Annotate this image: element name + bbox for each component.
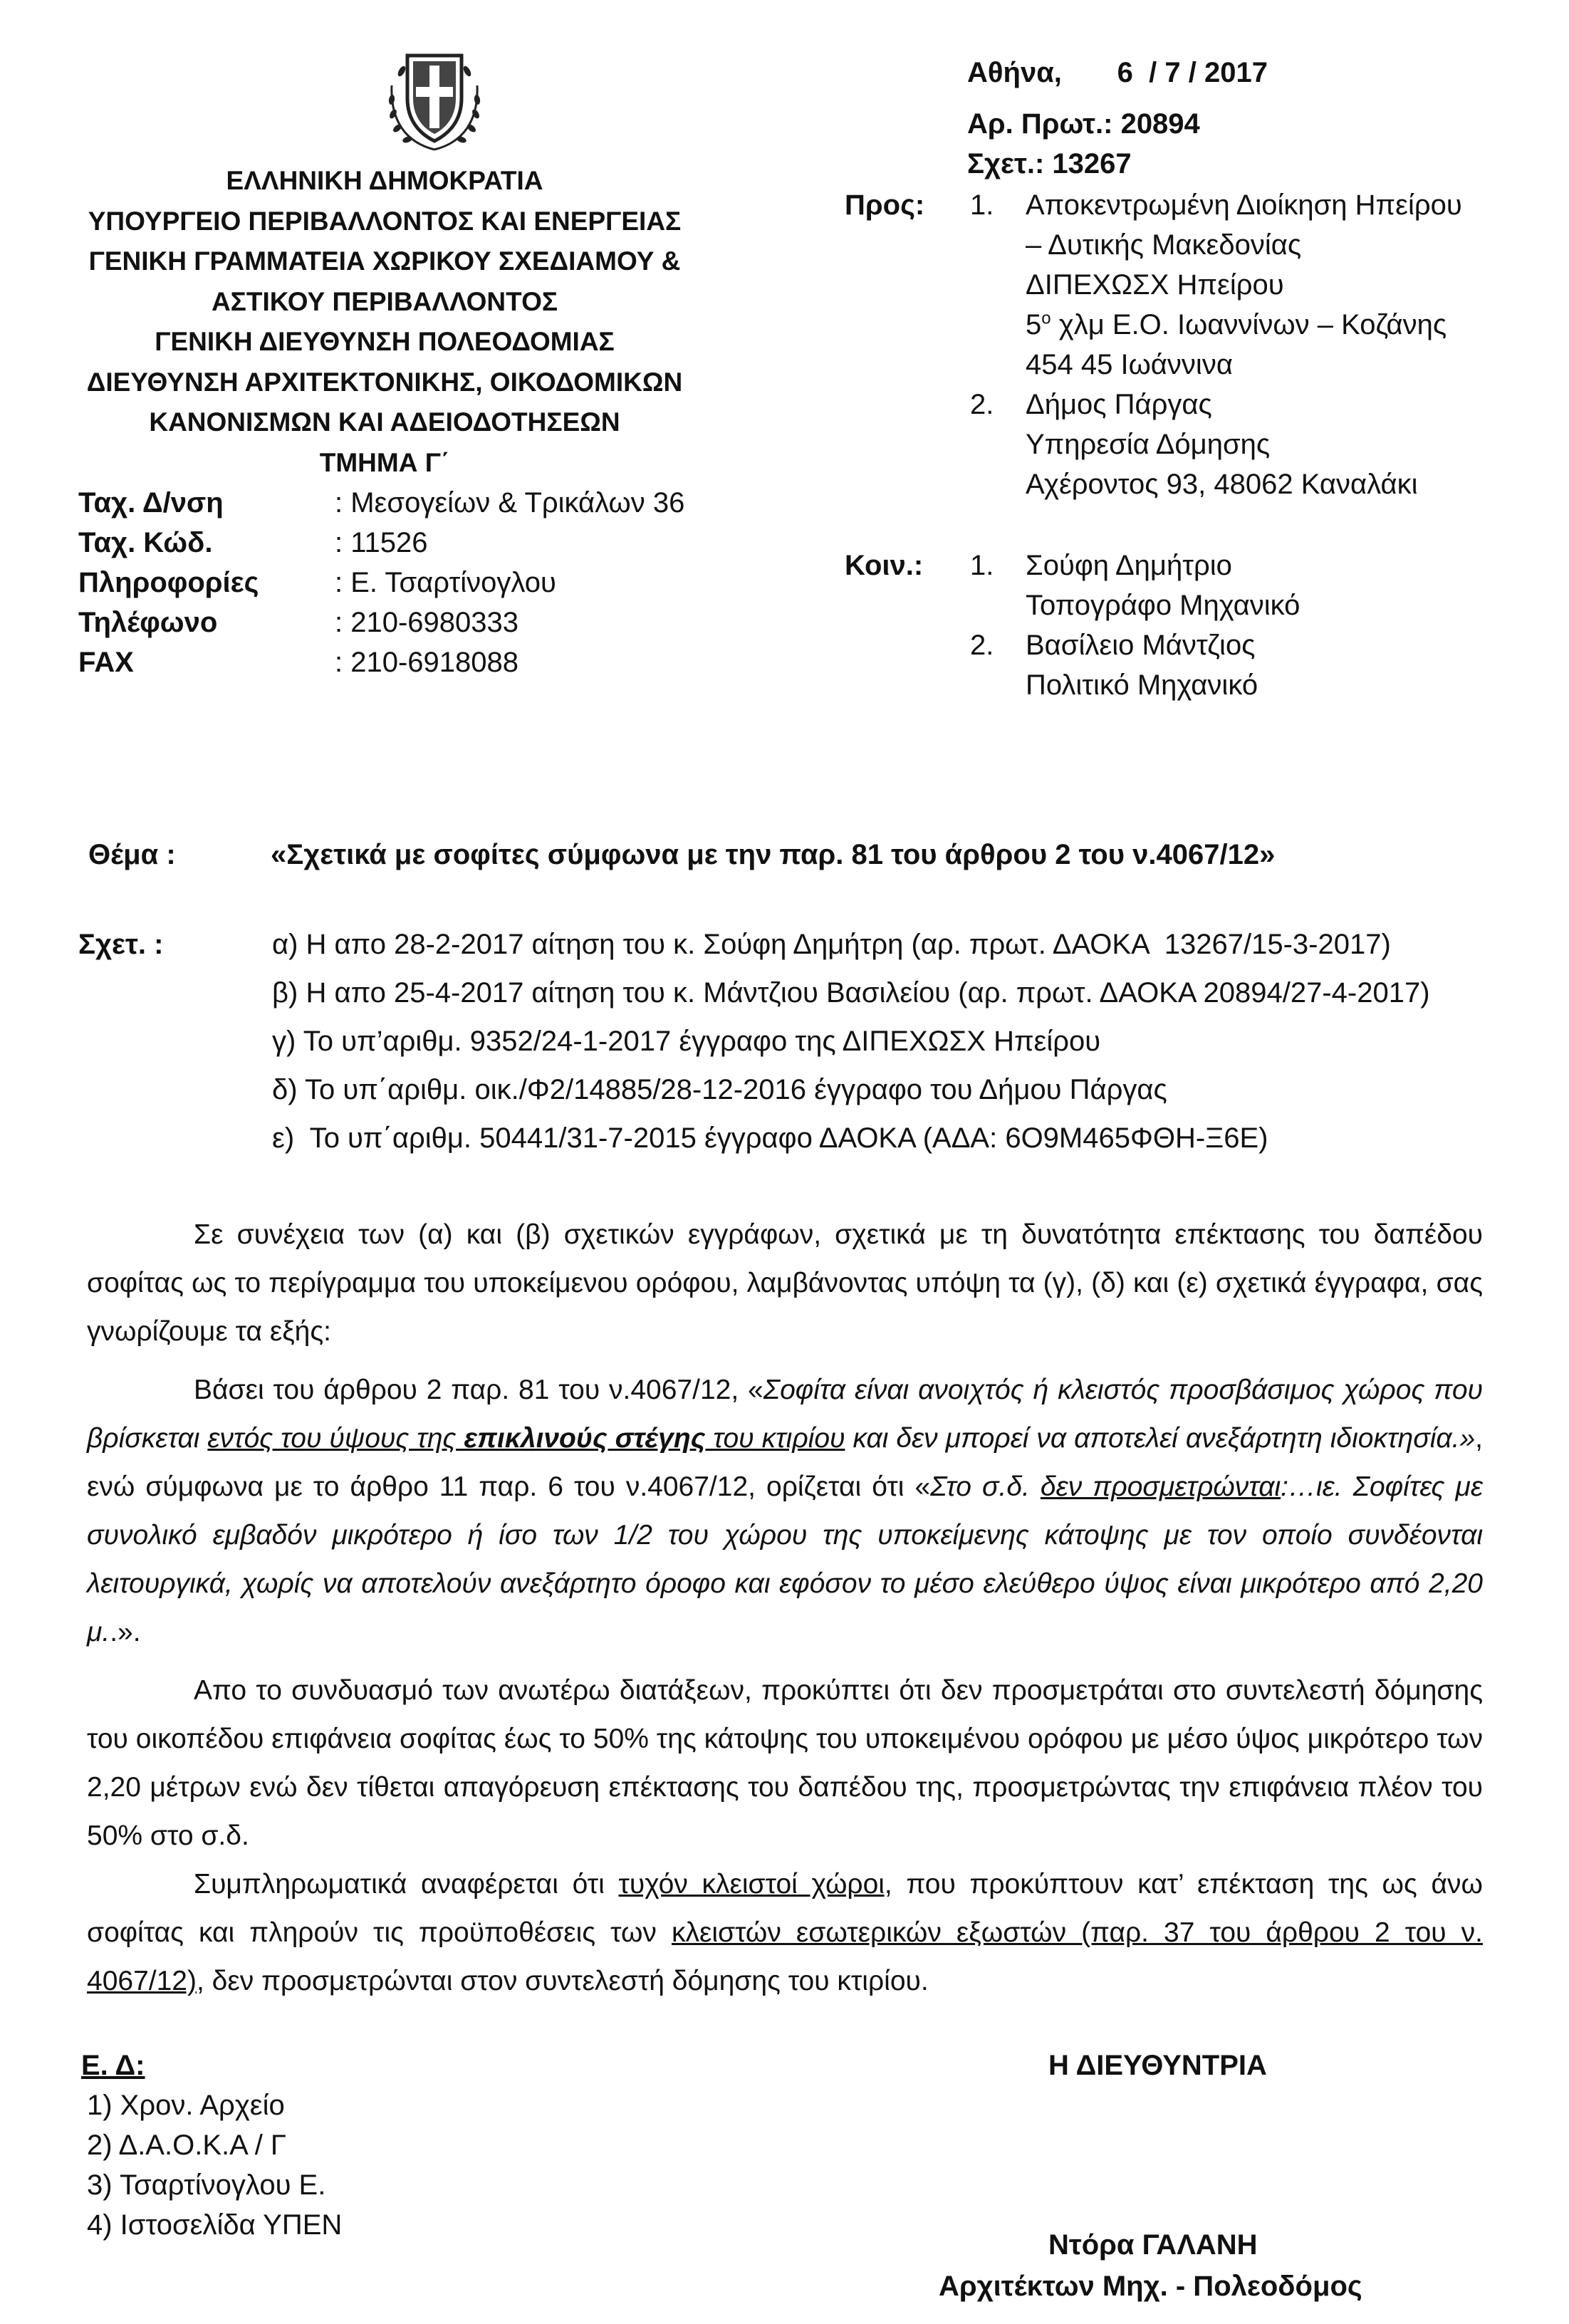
related-number: Σχετ.: 13267 (967, 148, 1132, 179)
cc-line: Βασίλειο Μάντζιος (1026, 630, 1256, 661)
header-line: ΑΣΤΙΚΟΥ ΠΕΡΙΒΑΛΛΟΝΤΟΣ (211, 286, 558, 316)
recipient-line: Αποκεντρωμένη Διοίκηση Ηπείρου (1026, 189, 1462, 221)
recipient-number: 1. (970, 189, 994, 221)
contact-value: : Μεσογείων & Τρικάλων 36 (335, 487, 685, 519)
recipient-number: 2. (970, 389, 994, 420)
header-line: ΤΜΗΜΑ Γ΄ (319, 447, 450, 477)
cc-2 (1026, 625, 1258, 705)
recipient-1 (1026, 185, 1462, 385)
reference-item: α) Η απο 28-2-2017 αίτηση του κ. Σούφη Δημήτρη (αρ. πρωτ. ΔΑΟΚΑ 13267/15-3-2017) (272, 929, 1391, 960)
recipient-line: – Δυτικής Μακεδονίας (1026, 229, 1302, 261)
body-paragraph-4: Συμπληρωματικά αναφέρεται ότι τυχόν κλειστοί χώροι, που προκύπτουν κατ’ επέκταση της ως άνω σοφίτας και πληρούν τις προϋποθέσεις των κλειστών εσωτερικών εξωστών (παρ. 37 του άρθρου 2 του ν. 4067/12), δεν προσμετρώνται στον συντελεστή δόμησης του κτιρίου. (87, 1869, 1483, 1996)
recipient-line: $5^o$ χλμ Ε.Ο. Ιωαννίνων – Κοζάνης (1026, 308, 1447, 340)
cc-1 (1026, 546, 1300, 625)
recipient-line: ΔΙΠΕΧΩΣΧ Ηπείρου (1026, 269, 1284, 301)
signature-role: Η ΔΙΕΥΘΥΝΤΡΙΑ (1048, 2050, 1267, 2081)
ministry-header (71, 161, 698, 483)
contact-value: : 210-6918088 (335, 647, 519, 678)
header-line: ΓΕΝΙΚΗ ΔΙΕΥΘΥΝΣΗ ΠΟΛΕΟΔΟΜΙΑΣ (155, 327, 615, 356)
contact-value: : 210-6980333 (335, 607, 519, 638)
recipient-2 (1026, 385, 1418, 504)
cc-number: 2. (970, 630, 994, 661)
header-line: ΕΛΛΗΝΙΚΗ ΔΗΜΟΚΡΑΤΙΑ (226, 166, 543, 195)
body-paragraph-3: Απο το συνδυασμό των ανωτέρω διατάξεων, προκύπτει ότι δεν προσμετράται στο συντελεστή δόμησης του οικοπέδου επιφάνεια σοφίτας έως το 50% της κάτοψης του υποκειμένου ορόφου με μέσο ύψος μικρότερο των 2,20 μέτρων ενώ δεν τίθεται απαγόρευση επέκτασης του δαπέδου της, προσμετρώντας την επιφάνεια πλέον του 50% στο σ.δ. (87, 1675, 1483, 1851)
subject-text: «Σχετικά με σοφίτες σύμφωνα με την παρ. 81 του άρθρου 2 του ν.4067/12» (271, 839, 1276, 870)
contact-value: : Ε. Τσαρτίνογλου (335, 567, 556, 598)
letter-body (87, 1211, 1483, 2006)
body-paragraph-2: Βάσει του άρθρου 2 παρ. 81 του ν.4067/12, «Σοφίτα είναι ανοιχτός ή κλειστός προσβάσιμος χώρος που βρίσκεται εντός του ύψους της επικλινούς στέγης του κτιρίου και δεν μπορεί να αποτελεί ανεξάρτητη ιδιοκτησία.», ενώ σύμφωνα με το άρθρο 11 παρ. 6 του ν.4067/12, ορίζεται ότι «Στο σ.δ. δεν προσμετρώνται:…ιε. Σοφίτες με συνολικό εμβαδόν μικρότερο ή ίσο των 1/2 του χώρου της υποκείμενης κάτοψης με τον οποίο συνδέονται λειτουργικά, χωρίς να αποτελούν ανεξάρτητο όροφο και εφόσον το μέσο ελεύθερο ύψος είναι μικρότερο από 2,20 μ..». (87, 1375, 1484, 1647)
header-line: ΔΙΕΥΘΥΝΣΗ ΑΡΧΙΤΕΚΤΟΝΙΚΗΣ, ΟΙΚΟΔΟΜΙΚΩΝ (86, 367, 683, 397)
recipient-line: Αχέροντος 93, 48062 Καναλάκι (1026, 469, 1418, 500)
references-label: Σχετ. : (78, 929, 164, 960)
reference-item: β) Η απο 25-4-2017 αίτηση του κ. Μάντζιου Βασιλείου (αρ. πρωτ. ΔΑΟΚΑ 20894/27-4-2017) (272, 977, 1430, 1009)
distribution-label: Ε. Δ: (81, 2050, 145, 2081)
contact-label: Τηλέφωνο (78, 607, 218, 638)
recipient-line: Δήμος Πάργας (1026, 389, 1212, 420)
contact-label: FAX (78, 647, 134, 678)
subject-label: Θέμα : (88, 839, 176, 870)
header-line: ΓΕΝΙΚΗ ΓΡΑΜΜΑΤΕΙΑ ΧΩΡΙΚΟΥ ΣΧΕΔΙΑΜΟΥ & (88, 246, 681, 276)
contact-label: Ταχ. Δ/νση (78, 487, 224, 519)
distribution-item: 2) Δ.Α.Ο.Κ.Α / Γ (87, 2130, 286, 2161)
cc-line: Τοπογράφο Μηχανικό (1026, 590, 1300, 621)
body-paragraph-1: Σε συνέχεια των (α) και (β) σχετικών εγγράφων, σχετικά με τη δυνατότητα επέκτασης του δαπέδου σοφίτας ως το περίγραμμα του υποκείμενου ορόφου, λαμβάνοντας υπόψη τα (γ), (δ) και (ε) σχετικά έγγραφα, σας γνωρίζουμε τα εξής: (87, 1219, 1483, 1347)
greek-emblem (385, 43, 484, 155)
distribution-item: 4) Ιστοσελίδα ΥΠΕΝ (87, 2209, 343, 2241)
cc-label: Κοιν.: (845, 550, 924, 581)
references-list (272, 924, 1430, 1167)
protocol-number: Αρ. Πρωτ.: 20894 (967, 108, 1200, 140)
distribution-list (87, 2085, 342, 2245)
distribution-item: 3) Τσαρτίνογλου Ε. (87, 2169, 326, 2201)
recipients-label: Προς: (845, 189, 925, 221)
signature-name: Ντόρα ΓΑΛΑΝΗ (1048, 2229, 1258, 2261)
header-line: ΥΠΟΥΡΓΕΙΟ ΠΕΡΙΒΑΛΛΟΝΤΟΣ ΚΑΙ ΕΝΕΡΓΕΙΑΣ (88, 206, 682, 236)
recipient-line: 454 45 Ιωάννινα (1026, 349, 1233, 380)
signature-title: Αρχιτέκτων Μηχ. - Πολεοδόμος (939, 2271, 1362, 2302)
contact-block (78, 483, 755, 682)
cc-number: 1. (970, 550, 994, 581)
cc-line: Πολιτικό Μηχανικό (1026, 669, 1258, 701)
header-line: ΚΑΝΟΝΙΣΜΩΝ ΚΑΙ ΑΔΕΙΟΔΟΤΗΣΕΩΝ (149, 407, 620, 437)
reference-item: δ) Το υπ΄αριθμ. οικ./Φ2/14885/28-12-2016 έγγραφο του Δήμου Πάργας (272, 1074, 1167, 1105)
contact-value: : 11526 (335, 527, 428, 558)
document-date: Αθήνα, 6 / 7 / 2017 (967, 57, 1268, 88)
distribution-item: 1) Χρον. Αρχείο (87, 2090, 285, 2121)
contact-label: Πληροφορίες (78, 567, 259, 598)
cc-line: Σούφη Δημήτριο (1026, 550, 1232, 581)
reference-item: ε) Το υπ΄αριθμ. 50441/31-7-2015 έγγραφο ΔΑΟΚΑ (ΑΔΑ: 6Ο9Μ465ΦΘΗ-Ξ6Ε) (272, 1122, 1268, 1154)
reference-item: γ) Το υπ’αριθμ. 9352/24-1-2017 έγγραφο της ΔΙΠΕΧΩΣΧ Ηπείρου (272, 1026, 1101, 1057)
contact-label: Ταχ. Κώδ. (78, 527, 213, 558)
recipient-line: Υπηρεσία Δόμησης (1026, 429, 1271, 460)
